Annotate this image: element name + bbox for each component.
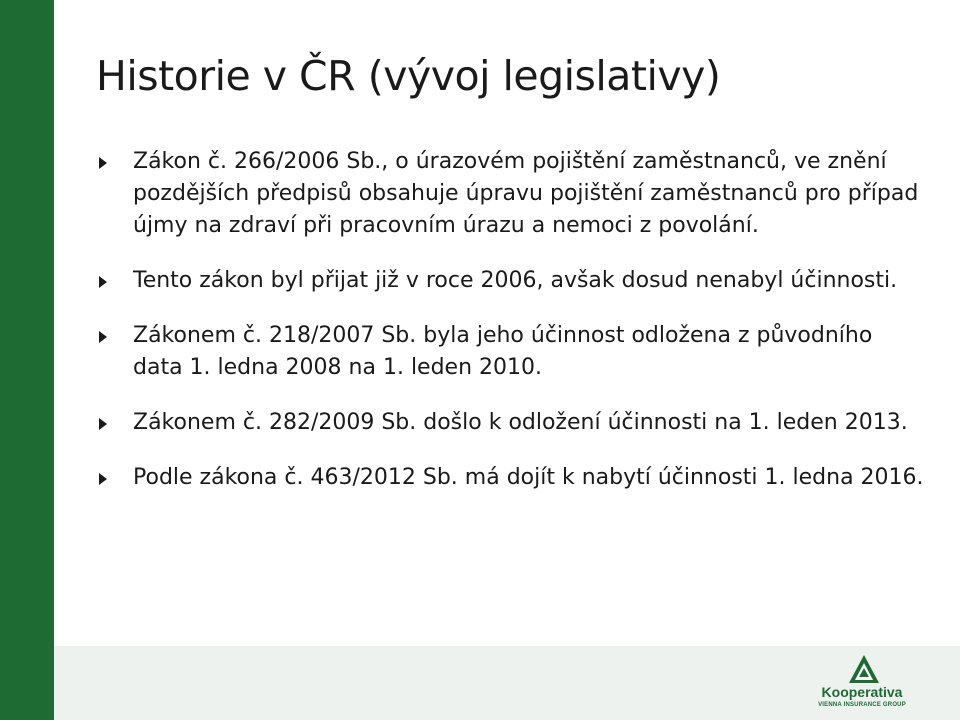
kooperativa-logo-icon	[848, 654, 880, 684]
bullet-item	[96, 407, 926, 439]
logo-name: Kooperativa	[821, 684, 903, 700]
bullet-list	[96, 146, 926, 517]
bullet-arrow-icon	[99, 473, 107, 485]
bullet-text: Zákonem č. 218/2007 Sb. byla jeho účinnost odložena z původního data 1. ledna 2008 na 1. leden 2010.	[133, 323, 873, 380]
bullet-arrow-icon	[99, 331, 107, 343]
bullet-item	[96, 462, 926, 494]
bullet-arrow-icon	[99, 418, 107, 430]
bullet-text: Tento zákon byl přijat již v roce 2006, avšak dosud nenabyl účinnosti.	[133, 268, 898, 293]
bullet-text: Podle zákona č. 463/2012 Sb. má dojít k nabytí účinnosti 1. ledna 2016.	[133, 465, 924, 490]
bullet-text: Zákon č. 266/2006 Sb., o úrazovém pojištění zaměstnanců, ve znění pozdějších předpisů obsahuje úpravu pojištění zaměstnanců pro případ újmy na zdraví při pracovním úrazu a nemoci z povolání.	[133, 149, 919, 238]
bullet-text: Zákonem č. 282/2009 Sb. došlo k odložení účinnosti na 1. leden 2013.	[133, 410, 908, 435]
bullet-item	[96, 146, 926, 242]
bullet-arrow-icon	[99, 276, 107, 288]
bullet-item	[96, 265, 926, 297]
kooperativa-logo	[812, 652, 932, 714]
slide-title: Historie v ČR (vývoj legislativy)	[96, 52, 721, 100]
bullet-item	[96, 320, 926, 384]
bullet-arrow-icon	[99, 157, 107, 169]
left-accent-bar	[0, 0, 54, 720]
logo-subtitle: VIENNA INSURANCE GROUP	[818, 702, 906, 708]
